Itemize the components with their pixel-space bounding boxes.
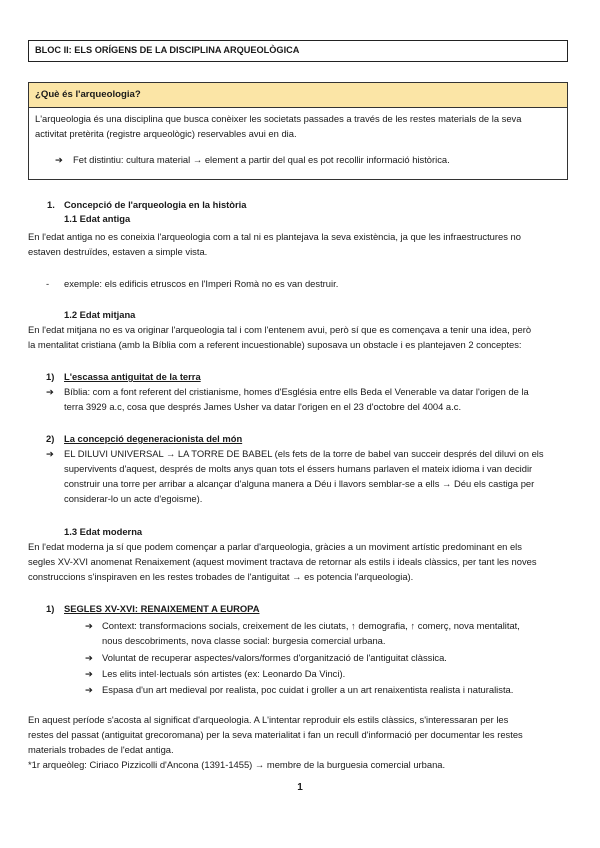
subsection-heading-mitjana: 1.2 Edat mitjana — [64, 309, 136, 320]
arrow-icon: ➔ — [85, 620, 93, 631]
page-number: 1 — [297, 782, 303, 793]
closing-paragraph-line1: En aquest període s'acosta al significat d'arqueologia. A L'intentar reproduir els estils clàssics, s'interessaran per les — [28, 714, 509, 725]
document-title-box — [28, 40, 568, 62]
document-title: BLOC II: ELS ORÍGENS DE LA DISCIPLINA ARQUEOLÒGICA — [35, 45, 300, 56]
arrow-icon: ➔ — [85, 684, 93, 695]
dash-bullet: - — [46, 278, 50, 289]
concept2-number: 2) — [46, 433, 55, 444]
renaissance-item4: Espasa d'un art medieval por realista, poc cuidat i groller a un art renaixentista realista i naturalista. — [102, 684, 514, 695]
definition-text-line2: activitat pretèrita (registre arqueològic) reservables avui en dia. — [35, 127, 297, 139]
closing-paragraph-line2: restes del passat (antiguitat grecoromana) per la seva materialitat i fan un recull d'informació per documentar les restes — [28, 729, 523, 740]
paragraph-mitjana-line2: la mentalitat cristiana (amb la Bíblia com a referent incuestionable) suposava un obstacle i es plantejaven 2 conceptes: — [28, 339, 522, 350]
distinctive-trait-text: Fet distintiu: cultura material → element a partir del qual es pot recollir informació històrica. — [73, 154, 450, 166]
paragraph-moderna-line2: segles XV-XVI anomenat Renaixement (aquest moviment tractava de retornar als estils i ideals clàssics, per tant les noves — [28, 556, 537, 567]
concept1-title: L'escassa antiguitat de la terra — [64, 371, 201, 382]
renaissance-item2: Voluntat de recuperar aspectes/valors/formes d'organització de l'antiguitat clàssica. — [102, 652, 447, 663]
section-heading: Concepció de l'arqueologia en la història — [64, 199, 247, 210]
definition-text-line1: L'arqueologia és una disciplina que busca conèixer les societats passades a través de les restes materials de la seva — [35, 113, 522, 124]
concept1-text-line1: Bíblia: com a font referent del cristianisme, homes d'Església entre ells Beda el Venerable va datar l'origen de la — [64, 386, 529, 397]
renaissance-title: SEGLES XV-XVI: RENAIXEMENT A EUROPA — [64, 603, 260, 614]
concept2-text-line2: supervivents d'aquest, després de molts anys quan tots el éssers humans parlaven el mateix idioma i van decidir — [64, 463, 533, 474]
subsection-heading-antiga: 1.1 Edat antiga — [64, 213, 131, 224]
paragraph-antiga-line2: estaven destruïdes, estaven a simple vista. — [28, 246, 208, 257]
paragraph-mitjana-line1: En l'edat mitjana no es va originar l'arqueologia tal i com l'entenem avui, però sí que es començava a tenir una idea, però — [28, 324, 532, 335]
concept1-text-line2: terra 3929 a.c, cosa que després James Usher va datar l'origen en el 23 d'octobre del 4004 a.c. — [64, 401, 462, 412]
paragraph-antiga-line1: En l'edat antiga no es coneixia l'arqueologia com a tal ni es plantejava la seva existència, ja que les infraestructures no — [28, 231, 521, 242]
concept2-title: La concepció degeneracionista del món — [64, 433, 243, 444]
example-antiga: exemple: els edificis etruscos en l'Imperi Romà no es van destruir. — [64, 278, 339, 289]
section-number: 1. — [47, 199, 55, 210]
renaissance-item1-line2: nous descobriments, nova classe social: burgesia comercial urbana. — [102, 635, 386, 646]
concept2-text-line1: EL DILUVI UNIVERSAL → LA TORRE DE BABEL (els fets de la torre de babel van succeir després del diluvi on els — [64, 448, 544, 459]
definition-heading-text: ¿Què és l'arqueologia? — [35, 88, 141, 100]
paragraph-moderna-line1: En l'edat moderna ja sí que podem començar a parlar d'arqueologia, gràcies a un moviment artístic predominant en els — [28, 541, 522, 552]
definition-box — [28, 82, 568, 180]
concept2-text-line3: construir una torre per arribar a alcançar d'alguna manera a Déu i llavors semblar-se a ells → Déu els castiga per — [64, 478, 535, 489]
arrow-icon: ➔ — [85, 652, 93, 663]
definition-box-body — [29, 108, 567, 168]
renaissance-item3: Les elits intel·lectuals són artistes (ex: Leonardo Da Vinci). — [102, 668, 346, 679]
concept1-number: 1) — [46, 371, 55, 382]
arrow-icon: ➔ — [85, 668, 93, 679]
arrow-icon: ➔ — [46, 386, 54, 397]
renaissance-item1-line1: Context: transformacions socials, creixement de les ciutats, ↑ demografia, ↑ comerç, nova mentalitat, — [102, 620, 520, 631]
renaissance-number: 1) — [46, 603, 55, 614]
subsection-heading-moderna: 1.3 Edat moderna — [64, 526, 143, 537]
closing-paragraph-line3: materials trobades de l'edat antiga. — [28, 744, 174, 755]
arrow-icon: ➔ — [46, 448, 54, 459]
concept2-text-line4: considerar-lo un acte d'egoisme). — [64, 493, 203, 504]
definition-box-heading — [29, 83, 567, 108]
footnote: *1r arqueòleg: Ciriaco Pizzicolli d'Ancona (1391-1455) → membre de la burguesia comercial urbana. — [28, 759, 446, 770]
distinctive-trait — [35, 153, 561, 168]
paragraph-moderna-line3: construccions s'inspiraven en les restes trobades de l'antiguitat → es potencia l'arqueologia). — [28, 571, 414, 582]
arrow-icon: ➔ — [55, 154, 63, 166]
